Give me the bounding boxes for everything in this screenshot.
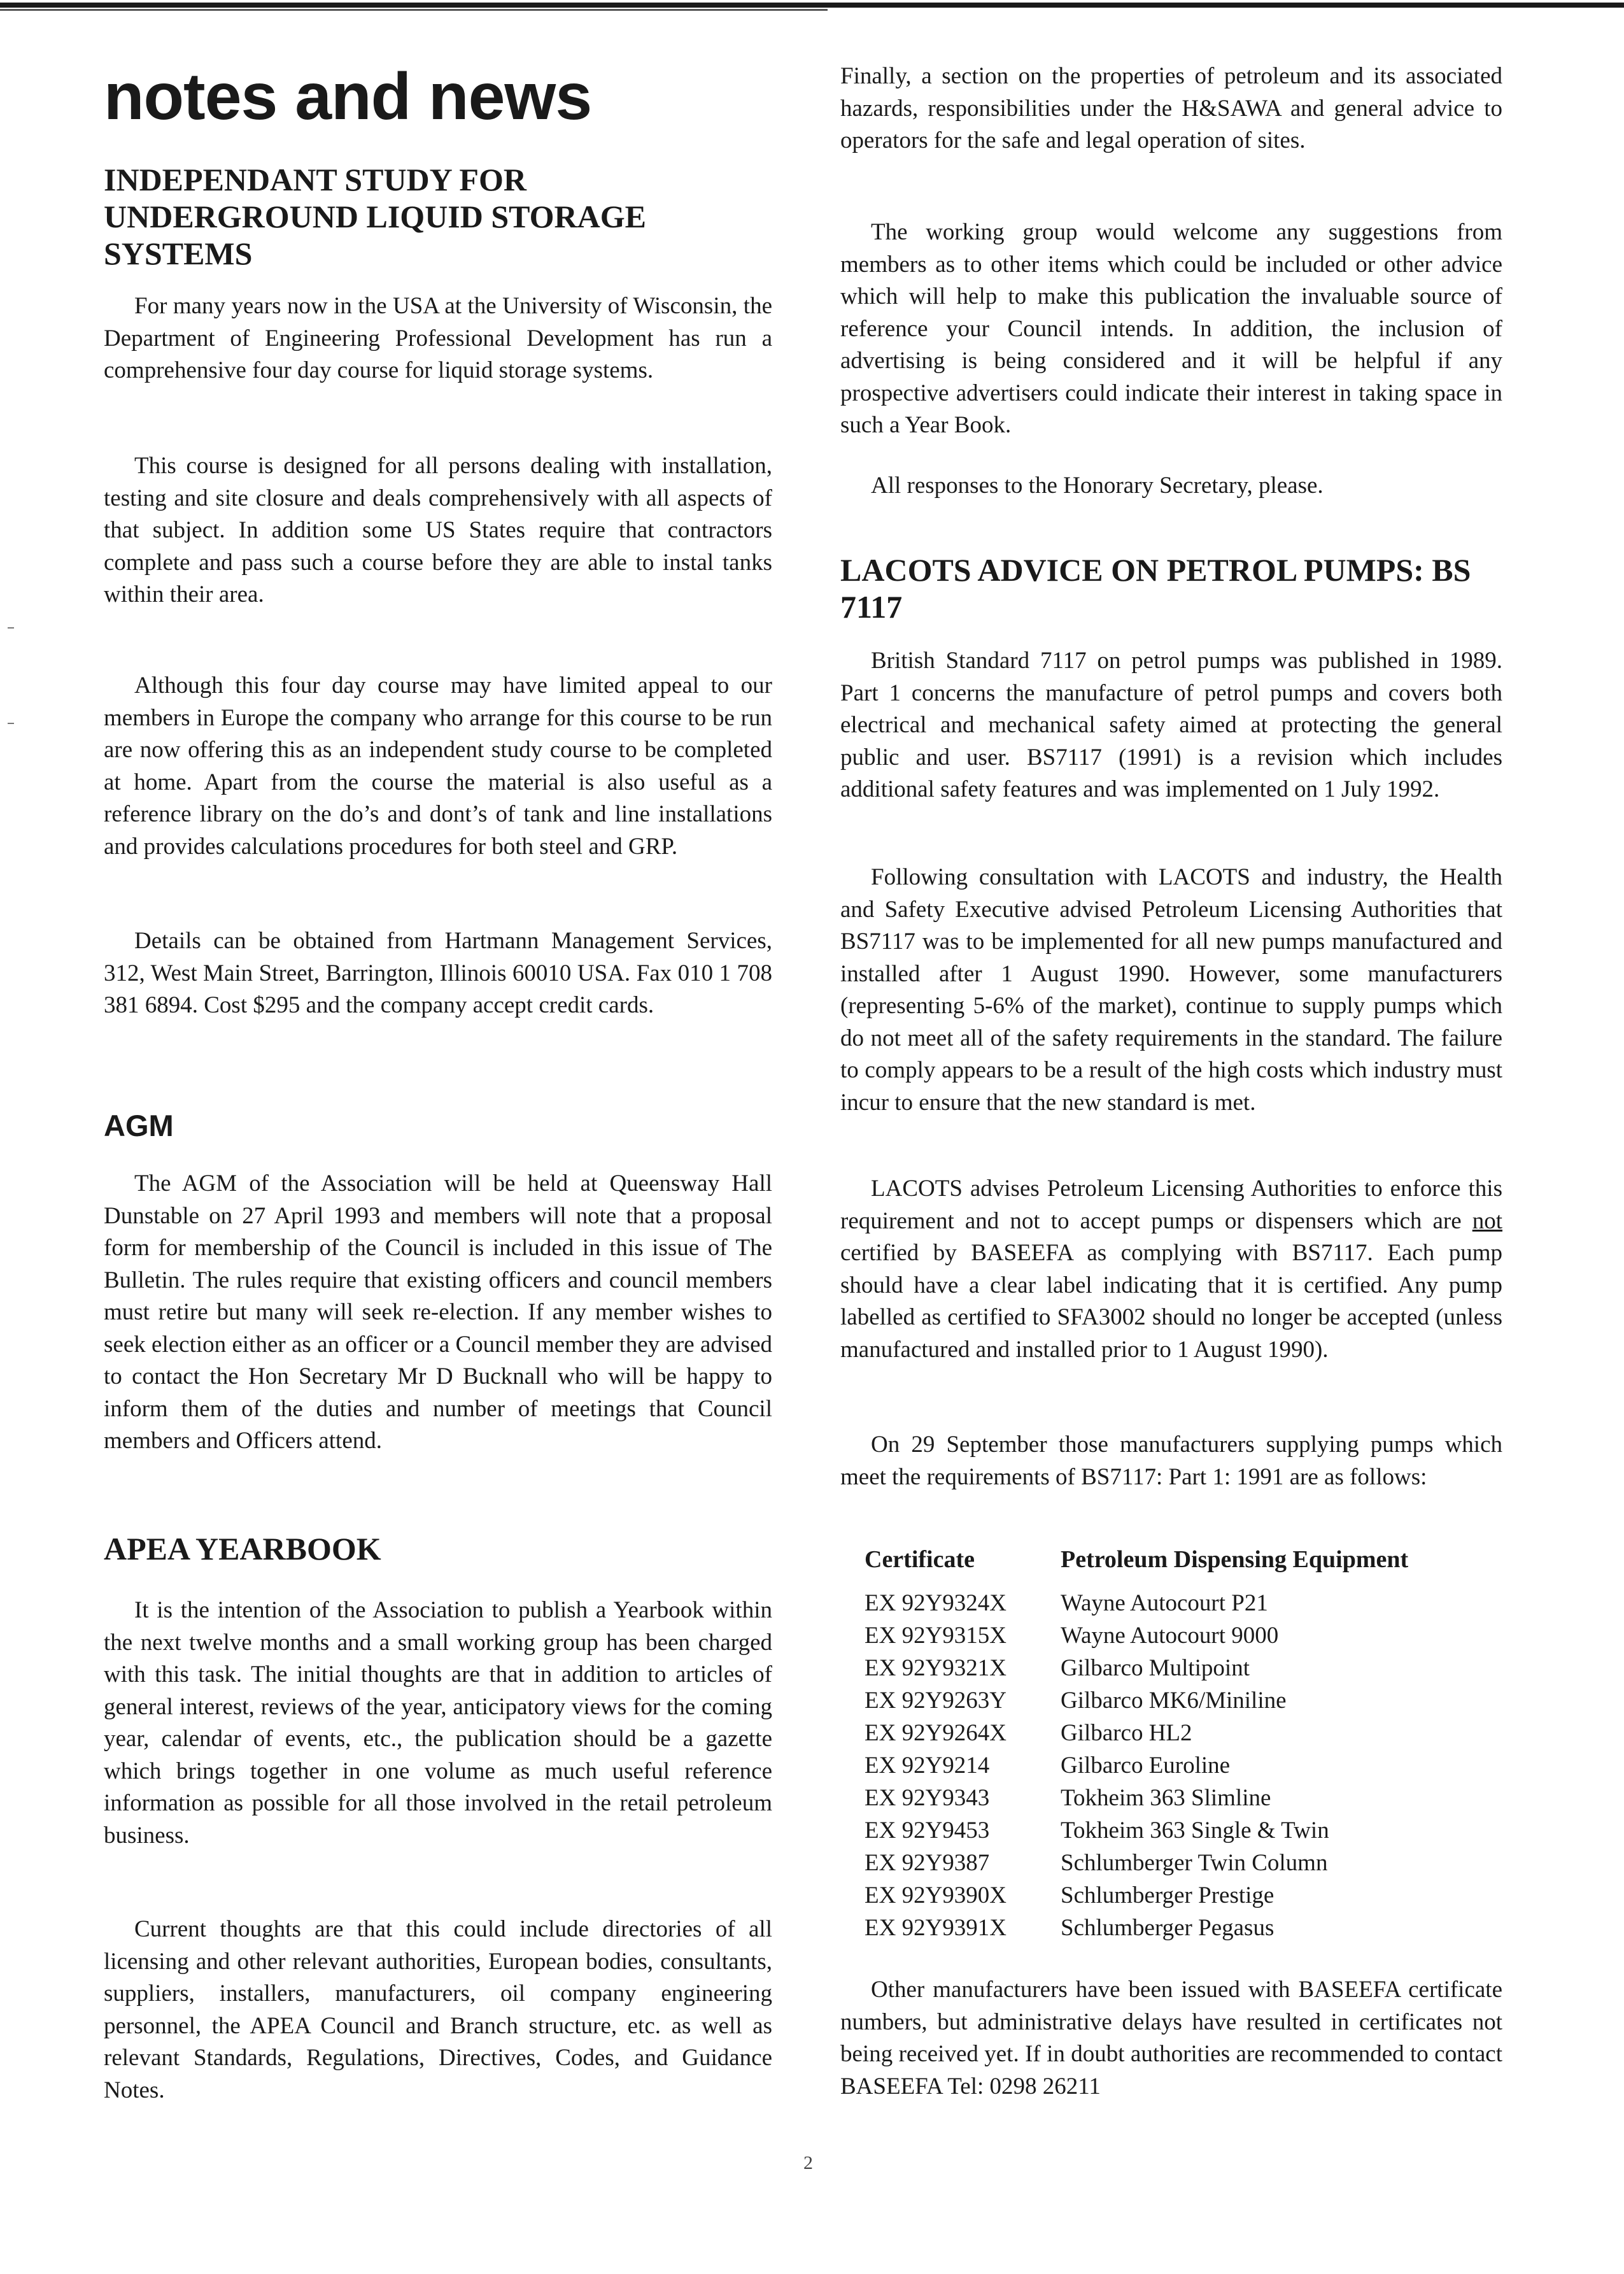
equipment-cell: Wayne Autocourt P21 <box>1061 1590 1268 1616</box>
equipment-column-header: Petroleum Dispensing Equipment <box>1061 1546 1409 1573</box>
equipment-cell: Schlumberger Pegasus <box>1061 1915 1274 1941</box>
yearbook-paragraph-1: It is the intention of the Association to publish a Yearbook within the next twelve months and a small working group has been charged with this task. The initial thoughts are that in addition to articles of general interest, reviews of the year, anticipatory views for the coming year, calendar of events, etc., the publication should be a gazette which brings together in one volume as much useful reference information as possible for all those involved in the retail petroleum business. <box>104 1597 772 1849</box>
yearbook-heading: APEA YEARBOOK <box>104 1531 381 1567</box>
equipment-cell: Schlumberger Prestige <box>1061 1882 1274 1908</box>
certificate-cell: EX 92Y9264X <box>865 1720 1007 1746</box>
equipment-cell: Tokheim 363 Single & Twin <box>1061 1817 1329 1844</box>
yearbook-paragraph-2: Current thoughts are that this could include directories of all licensing and other relevant authorities, European bodies, consultants, suppliers, installers, manufacturers, oil company engineering personnel, the APEA Council and Branch structure, etc. as well as relevant Standards, Regulations, Directives, Codes, and Guidance Notes. <box>104 1916 772 2103</box>
certificate-cell: EX 92Y9343 <box>865 1785 990 1811</box>
equipment-cell: Tokheim 363 Slimline <box>1061 1785 1271 1811</box>
table-row <box>865 1587 1501 1619</box>
lacots-paragraph-3 <box>840 1173 1502 1366</box>
top-rule-thin <box>0 9 828 11</box>
certificate-cell: EX 92Y9214 <box>865 1752 990 1779</box>
table-row <box>865 1717 1501 1749</box>
yearbook-continued-paragraph-3: All responses to the Honorary Secretary, please. <box>871 473 1324 499</box>
table-row <box>865 1684 1501 1717</box>
certificate-column-header: Certificate <box>865 1546 975 1573</box>
equipment-cell: Gilbarco Multipoint <box>1061 1655 1250 1681</box>
top-rule <box>0 3 1624 8</box>
lacots-paragraph-3-text: LACOTS advises Petroleum Licensing Authorities to enforce this requirement and not to accept pumps or dispensers which are <box>840 1176 1502 1234</box>
study-paragraph-3: Although this four day course may have limited appeal to our members in Europe the company who arrange for this course to be run are now offering this as an independent study course to be completed at home. Apart from the course the material is also useful as a reference library on the do’s and dont’s of tank and line installations and provides calculations procedures for both steel and GRP. <box>104 672 772 860</box>
lacots-paragraph-3-text-end: certified by BASEEFA as complying with BS7117. Each pump should have a clear label indicating that it is certified. Any pump labelled as certified to SFA3002 should no longer be accepted (unless manufactured and installed prior to 1 August 1990). <box>840 1240 1502 1363</box>
table-row <box>865 1749 1501 1782</box>
equipment-cell: Gilbarco HL2 <box>1061 1720 1192 1746</box>
lacots-heading: LACOTS ADVICE ON PETROL PUMPS: BS 7117 <box>840 552 1471 625</box>
agm-paragraph: The AGM of the Association will be held at Queensway Hall Dunstable on 27 April 1993 and members will note that a proposal form for membership of the Council is included in this issue of The Bulletin. The rules require that existing officers and council members must retire but many will seek re-election. If any member wishes to seek election either as an officer or a Council member they are advised to contact the Hon Secretary Mr D Bucknall who will be happy to inform them of the duties and number of meetings that Council members and Officers attend. <box>104 1170 772 1454</box>
table-header-row <box>865 1544 1501 1587</box>
table-row <box>865 1912 1501 1944</box>
agm-heading: AGM <box>104 1109 174 1142</box>
certificate-cell: EX 92Y9390X <box>865 1882 1007 1908</box>
certificate-cell: EX 92Y9321X <box>865 1655 1007 1681</box>
study-paragraph-1: For many years now in the USA at the University of Wisconsin, the Department of Engineering Professional Development has run a comprehensive four day course for liquid storage systems. <box>104 293 772 383</box>
equipment-cell: Gilbarco MK6/Miniline <box>1061 1688 1287 1714</box>
certificate-table <box>865 1544 1501 1944</box>
table-row <box>865 1782 1501 1814</box>
yearbook-continued-paragraph-2: The working group would welcome any suggestions from members as to other items which could be included or other advice which will help to make this publication the invaluable source of reference your Council intends. In addition, the inclusion of advertising is being considered and it will be helpful if any prospective advertisers could indicate their interest in taking space in such a Year Book. <box>840 219 1502 438</box>
lacots-paragraph-2: Following consultation with LACOTS and industry, the Health and Safety Executive advised Petroleum Licensing Authorities that BS7117 was to be implemented for all new pumps manufactured and installed after 1 August 1990. However, some manufacturers (representing 5-6% of the market), continue to supply pumps which do not meet all of the safety requirements in the standard. The failure to comply appears to be a result of the high costs which industry must incur to ensure that the new standard is met. <box>840 864 1502 1116</box>
study-heading: INDEPENDANT STUDY FOR UNDERGROUND LIQUID STORAGE SYSTEMS <box>104 162 646 271</box>
margin-tick <box>8 627 14 629</box>
certificate-cell: EX 92Y9315X <box>865 1623 1007 1649</box>
margin-tick <box>8 723 14 724</box>
certificate-cell: EX 92Y9387 <box>865 1850 990 1876</box>
study-paragraph-4: Details can be obtained from Hartmann Management Services, 312, West Main Street, Barrington, Illinois 60010 USA. Fax 010 1 708 381 6894. Cost $295 and the company accept credit cards. <box>104 928 772 1018</box>
certificate-cell: EX 92Y9391X <box>865 1915 1007 1941</box>
underlined-word: not <box>1472 1207 1502 1234</box>
lacots-paragraph-1: British Standard 7117 on petrol pumps was published in 1989. Part 1 concerns the manufacture of petrol pumps and covers both electrical and mechanical safety aimed at protecting the general public and user. BS7117 (1991) is a revision which includes additional safety features and was implemented on 1 July 1992. <box>840 648 1502 802</box>
equipment-cell: Gilbarco Euroline <box>1061 1752 1231 1779</box>
table-row <box>865 1619 1501 1652</box>
certificate-cell: EX 92Y9324X <box>865 1590 1007 1616</box>
certificate-cell: EX 92Y9453 <box>865 1817 990 1844</box>
table-row <box>865 1879 1501 1912</box>
lacots-paragraph-5: Other manufacturers have been issued with BASEEFA certificate numbers, but administrative delays have resulted in certificates not being received yet. If in doubt authorities are recommended to contact BASEEFA Tel: 0298 26211 <box>840 1977 1502 2100</box>
table-row <box>865 1847 1501 1879</box>
page-number: 2 <box>803 2152 813 2173</box>
certificate-cell: EX 92Y9263Y <box>865 1688 1007 1714</box>
equipment-cell: Schlumberger Twin Column <box>1061 1850 1328 1876</box>
study-paragraph-2: This course is designed for all persons dealing with installation, testing and site closure and deals comprehensively with all aspects of that subject. In addition some US States require that contractors complete and pass such a course before they are able to instal tanks within their area. <box>104 453 772 608</box>
masthead-title: notes and news <box>104 60 592 134</box>
table-row <box>865 1814 1501 1847</box>
table-row <box>865 1652 1501 1684</box>
yearbook-continued-paragraph-1: Finally, a section on the properties of petroleum and its associated hazards, responsibilities under the H&SAWA and general advice to operators for the safe and legal operation of sites. <box>840 63 1502 153</box>
equipment-cell: Wayne Autocourt 9000 <box>1061 1623 1279 1649</box>
lacots-paragraph-4: On 29 September those manufacturers supplying pumps which meet the requirements of BS7117: Part 1: 1991 are as follows: <box>840 1432 1502 1490</box>
